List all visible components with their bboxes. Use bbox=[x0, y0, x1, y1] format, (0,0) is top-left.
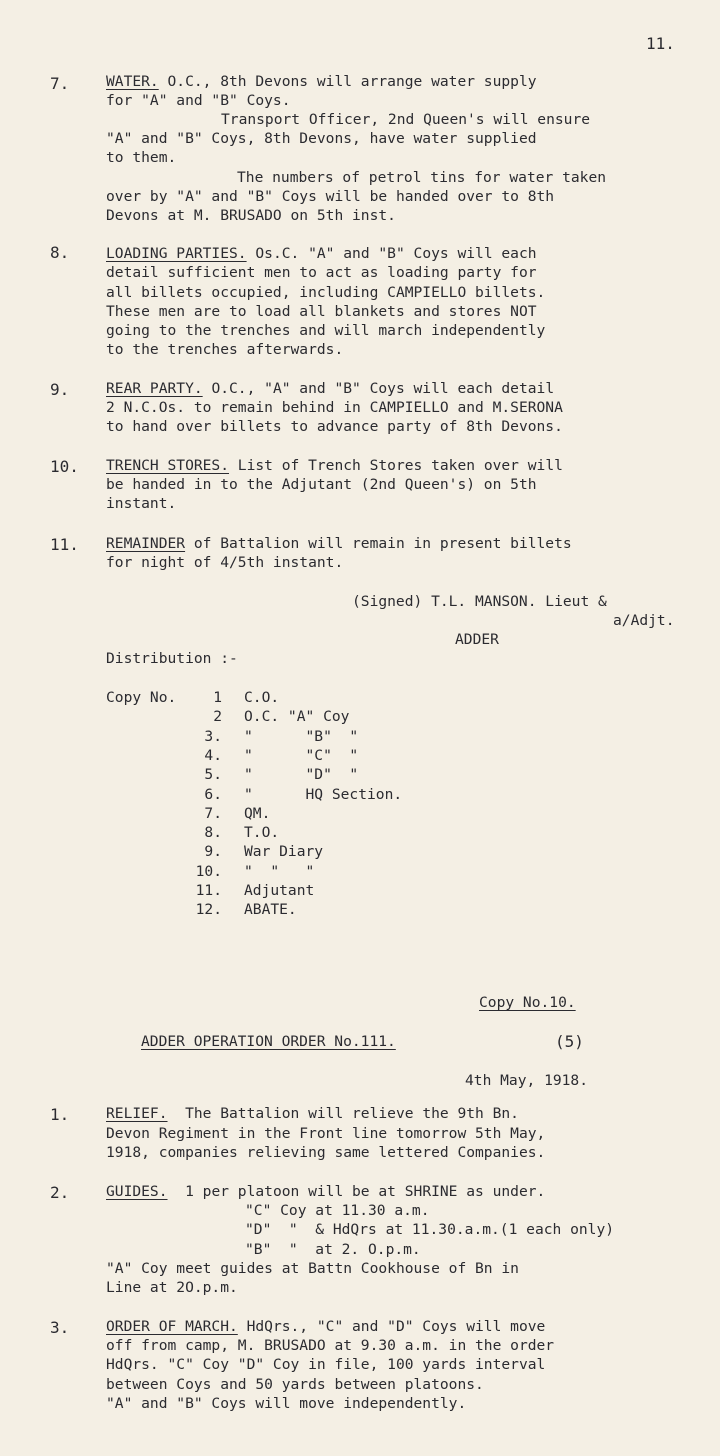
distribution-recipient: " HQ Section. bbox=[244, 785, 403, 803]
distribution-copy-number: 12. bbox=[195, 901, 222, 919]
section-number: 11. bbox=[50, 535, 79, 554]
section-number: 10. bbox=[50, 457, 79, 476]
distribution-recipient: " "B" " bbox=[244, 727, 359, 745]
section-line: "A" and "B" Coys will move independently. bbox=[106, 1395, 467, 1412]
section-line: The numbers of petrol tins for water taken bbox=[237, 169, 607, 186]
section-heading: TRENCH STORES. bbox=[106, 457, 230, 474]
section-first-line bbox=[106, 456, 563, 475]
section-line: "D" " & HdQrs at 11.30.a.m.(1 each only) bbox=[245, 1221, 615, 1238]
section-line: off from camp, M. BRUSADO at 9.30 a.m. in the order bbox=[106, 1337, 555, 1354]
section-text: The Battalion will relieve the 9th Bn. bbox=[167, 1105, 519, 1122]
section-text: O.C., "A" and "B" Coys will each detail bbox=[202, 380, 555, 397]
section-first-line bbox=[106, 72, 537, 91]
distribution-recipient: QM. bbox=[244, 804, 271, 822]
section-first-line bbox=[106, 379, 554, 398]
section-line: for night of 4/5th instant. bbox=[106, 554, 344, 571]
section-line: detail sufficient men to act as loading party for bbox=[106, 264, 537, 281]
section-text: Os.C. "A" and "B" Coys will each bbox=[246, 245, 537, 262]
order-title: ADDER OPERATION ORDER No.111. bbox=[141, 1033, 396, 1050]
page-number: 11. bbox=[646, 34, 675, 53]
distribution-recipient: ABATE. bbox=[244, 901, 297, 919]
distribution-recipient: " "C" " bbox=[244, 746, 359, 764]
section-line: instant. bbox=[106, 495, 177, 512]
section-line: to hand over billets to advance party of 8th Devons. bbox=[106, 418, 563, 435]
section-first-line bbox=[106, 1104, 519, 1123]
section-heading: WATER. bbox=[106, 73, 159, 90]
section-number: 7. bbox=[50, 74, 70, 93]
distribution-recipient: T.O. bbox=[244, 824, 280, 842]
distribution-copy-number: 2 bbox=[213, 708, 222, 726]
signature-line: (Signed) T.L. MANSON. Lieut & bbox=[352, 593, 607, 610]
distribution-copy-number: 7. bbox=[204, 804, 222, 822]
distribution-copy-number: 11. bbox=[195, 882, 222, 899]
section-number: 2. bbox=[50, 1183, 70, 1202]
section-line: to the trenches afterwards. bbox=[106, 341, 344, 358]
section-text: 1 per platoon will be at SHRINE as under. bbox=[167, 1183, 546, 1200]
section-line: going to the trenches and will march independently bbox=[106, 322, 546, 339]
section-line: 1918, companies relieving same lettered Companies. bbox=[106, 1144, 546, 1161]
section-heading: RELIEF. bbox=[106, 1105, 168, 1122]
section-first-line bbox=[106, 534, 572, 553]
copy-number: Copy No.10. bbox=[479, 994, 576, 1011]
distribution-copy-number: 3. bbox=[204, 727, 222, 745]
signature-unit: ADDER bbox=[455, 631, 499, 648]
section-heading: REAR PARTY. bbox=[106, 380, 203, 397]
section-line: Devon Regiment in the Front line tomorrow 5th May, bbox=[106, 1125, 546, 1142]
distribution-copy-number: 9. bbox=[204, 843, 222, 861]
section-first-line bbox=[106, 1182, 545, 1201]
section-line: over by "A" and "B" Coys will be handed over to 8th bbox=[106, 188, 555, 205]
distribution-copy-number: 6. bbox=[204, 785, 222, 803]
section-first-line bbox=[106, 1317, 545, 1336]
section-text: HdQrs., "C" and "D" Coys will move bbox=[237, 1318, 546, 1335]
signature-rank: a/Adjt. bbox=[613, 612, 675, 629]
distribution-copy-number: 4. bbox=[204, 746, 222, 764]
section-number: 8. bbox=[50, 243, 70, 262]
section-heading: LOADING PARTIES. bbox=[106, 245, 247, 262]
section-number: 3. bbox=[50, 1318, 70, 1337]
section-number: 1. bbox=[50, 1105, 70, 1124]
section-text: List of Trench Stores taken over will bbox=[229, 457, 563, 474]
distribution-copy-number: 8. bbox=[204, 824, 222, 842]
section-line: "A" Coy meet guides at Battn Cookhouse of Bn in bbox=[106, 1260, 519, 1277]
section-line: 2 N.C.Os. to remain behind in CAMPIELLO and M.SERONA bbox=[106, 399, 563, 416]
distribution-copy-number: 10. bbox=[195, 862, 222, 880]
section-heading: GUIDES. bbox=[106, 1183, 168, 1200]
order-date: 4th May, 1918. bbox=[465, 1072, 589, 1089]
section-line: HdQrs. "C" Coy "D" Coy in file, 100 yards interval bbox=[106, 1356, 546, 1373]
distribution-recipient: " "D" " bbox=[244, 766, 359, 784]
section-line: all billets occupied, including CAMPIELLO billets. bbox=[106, 284, 546, 301]
section-line: Devons at M. BRUSADO on 5th inst. bbox=[106, 207, 396, 224]
distribution-recipient: War Diary bbox=[244, 843, 324, 861]
section-line: "A" and "B" Coys, 8th Devons, have water supplied bbox=[106, 130, 537, 147]
distribution-copy-number: 1 bbox=[213, 689, 222, 706]
section-line: These men are to load all blankets and stores NOT bbox=[106, 303, 537, 320]
copy-label: Copy No. bbox=[106, 689, 177, 706]
section-line: Line at 2O.p.m. bbox=[106, 1279, 238, 1296]
section-heading: ORDER OF MARCH. bbox=[106, 1318, 238, 1335]
section-text: of Battalion will remain in present billets bbox=[185, 535, 572, 552]
order-reference: (5) bbox=[555, 1032, 584, 1051]
section-heading: REMAINDER bbox=[106, 535, 186, 552]
section-line: Transport Officer, 2nd Queen's will ensure bbox=[221, 111, 591, 128]
section-line: for "A" and "B" Coys. bbox=[106, 92, 291, 109]
section-number: 9. bbox=[50, 380, 70, 399]
distribution-recipient: C.O. bbox=[244, 689, 280, 706]
section-line: between Coys and 50 yards between platoons. bbox=[106, 1376, 484, 1393]
section-first-line bbox=[106, 244, 537, 263]
section-line: be handed in to the Adjutant (2nd Queen's) on 5th bbox=[106, 476, 537, 493]
distribution-copy-number: 5. bbox=[204, 766, 222, 784]
distribution-recipient: O.C. "A" Coy bbox=[244, 708, 350, 726]
section-line: to them. bbox=[106, 149, 177, 166]
section-line: "C" Coy at 11.30 a.m. bbox=[245, 1202, 430, 1219]
distribution-recipient: " " " bbox=[244, 862, 315, 880]
section-text: O.C., 8th Devons will arrange water supply bbox=[158, 73, 537, 90]
distribution-recipient: Adjutant bbox=[244, 882, 315, 899]
distribution-title: Distribution :- bbox=[106, 650, 238, 667]
section-line: "B" " at 2. O.p.m. bbox=[245, 1241, 421, 1258]
